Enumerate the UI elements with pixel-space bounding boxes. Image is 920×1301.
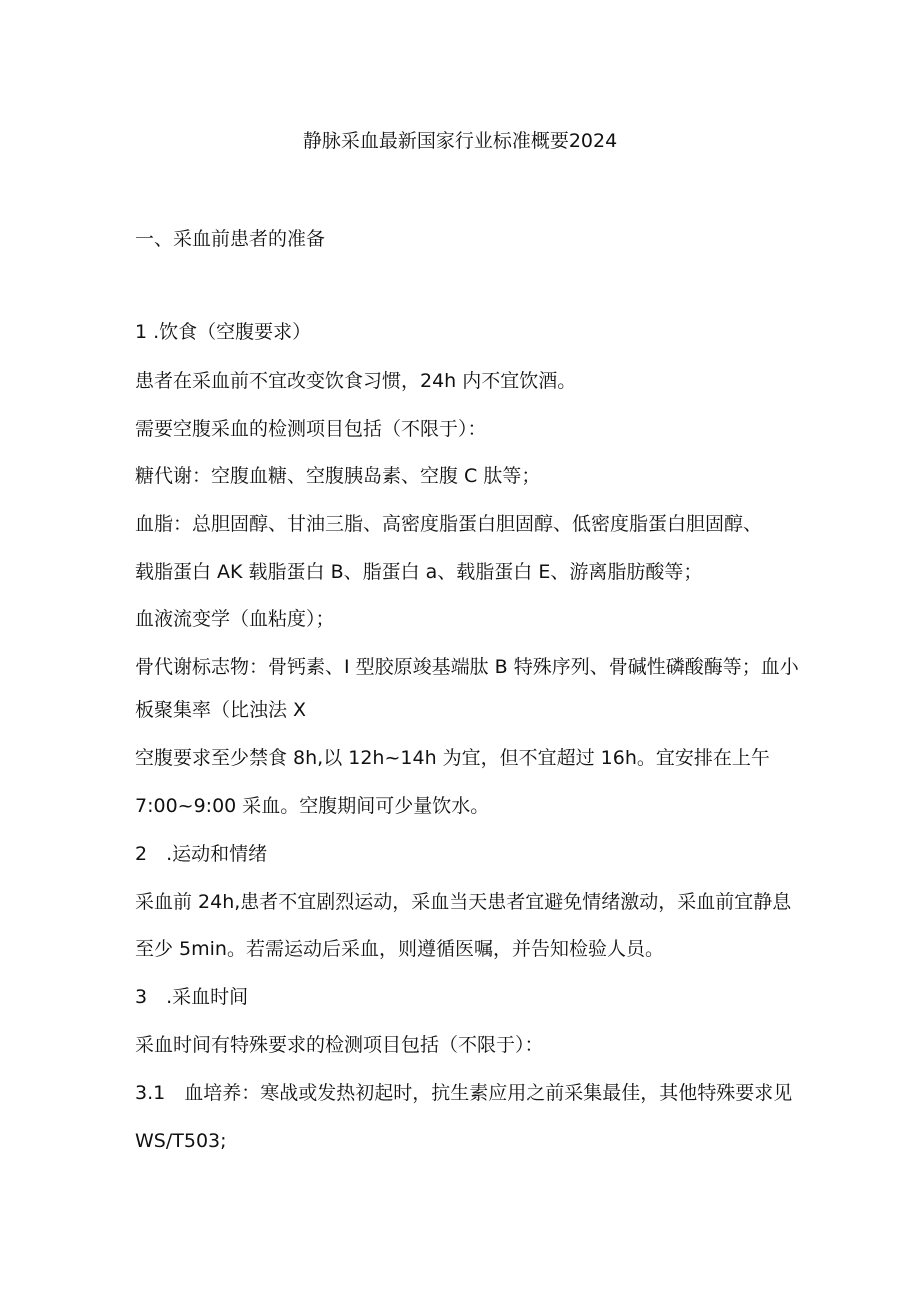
paragraph-line: 骨代谢标志物：骨钙素、I 型胶原竣基端肽 B 特殊序列、骨碱性磷酸酶等；血小 [135, 656, 799, 678]
paragraph-line: 患者在采血前不宜改变饮食习惯，24h 内不宜饮酒。 [135, 370, 577, 392]
item3-heading: 3 .采血时间 [135, 986, 249, 1008]
paragraph-line: 至少 5min。若需运动后采血，则遵循医嘱，并告知检验人员。 [135, 938, 664, 960]
paragraph-line: 7:00~9:00 采血。空腹期间可少量饮水。 [135, 795, 490, 817]
section-heading: 一、采血前患者的准备 [135, 228, 326, 250]
item2-heading: 2 .运动和情绪 [135, 843, 268, 865]
document-title: 静脉采血最新国家行业标准概要2024 [302, 130, 618, 152]
paragraph-line: 采血时间有特殊要求的检测项目包括（不限于）： [135, 1034, 544, 1056]
paragraph-line: 血脂：总胆固醇、甘油三脂、高密度脂蛋白胆固醇、低密度脂蛋白胆固醇、 [135, 513, 763, 535]
paragraph-line: 板聚集率（比浊法 X [135, 699, 307, 721]
item1-heading: 1 .饮食（空腹要求） [135, 321, 312, 343]
paragraph-line: 空腹要求至少禁食 8h,以 12h~14h 为宜，但不宜超过 16h。宜安排在上午 [135, 747, 770, 769]
paragraph-line: WS/T503; [135, 1130, 227, 1152]
paragraph-line: 血液流变学（血粘度）； [135, 608, 335, 630]
paragraph-line: 载脂蛋白 AK 载脂蛋白 B、脂蛋白 a、载脂蛋白 E、游离脂肪酸等； [135, 561, 703, 583]
paragraph-line: 糖代谢：空腹血糖、空腹胰岛素、空腹 C 肽等； [135, 465, 541, 487]
paragraph-line: 需要空腹采血的检测项目包括（不限于）： [135, 418, 487, 440]
paragraph-line: 3.1 血培养：寒战或发热初起时，抗生素应用之前采集最佳，其他特殊要求见 [135, 1082, 793, 1104]
paragraph-line: 采血前 24h,患者不宜剧烈运动，采血当天患者宜避免情绪激动，采血前宜静息 [135, 891, 792, 913]
